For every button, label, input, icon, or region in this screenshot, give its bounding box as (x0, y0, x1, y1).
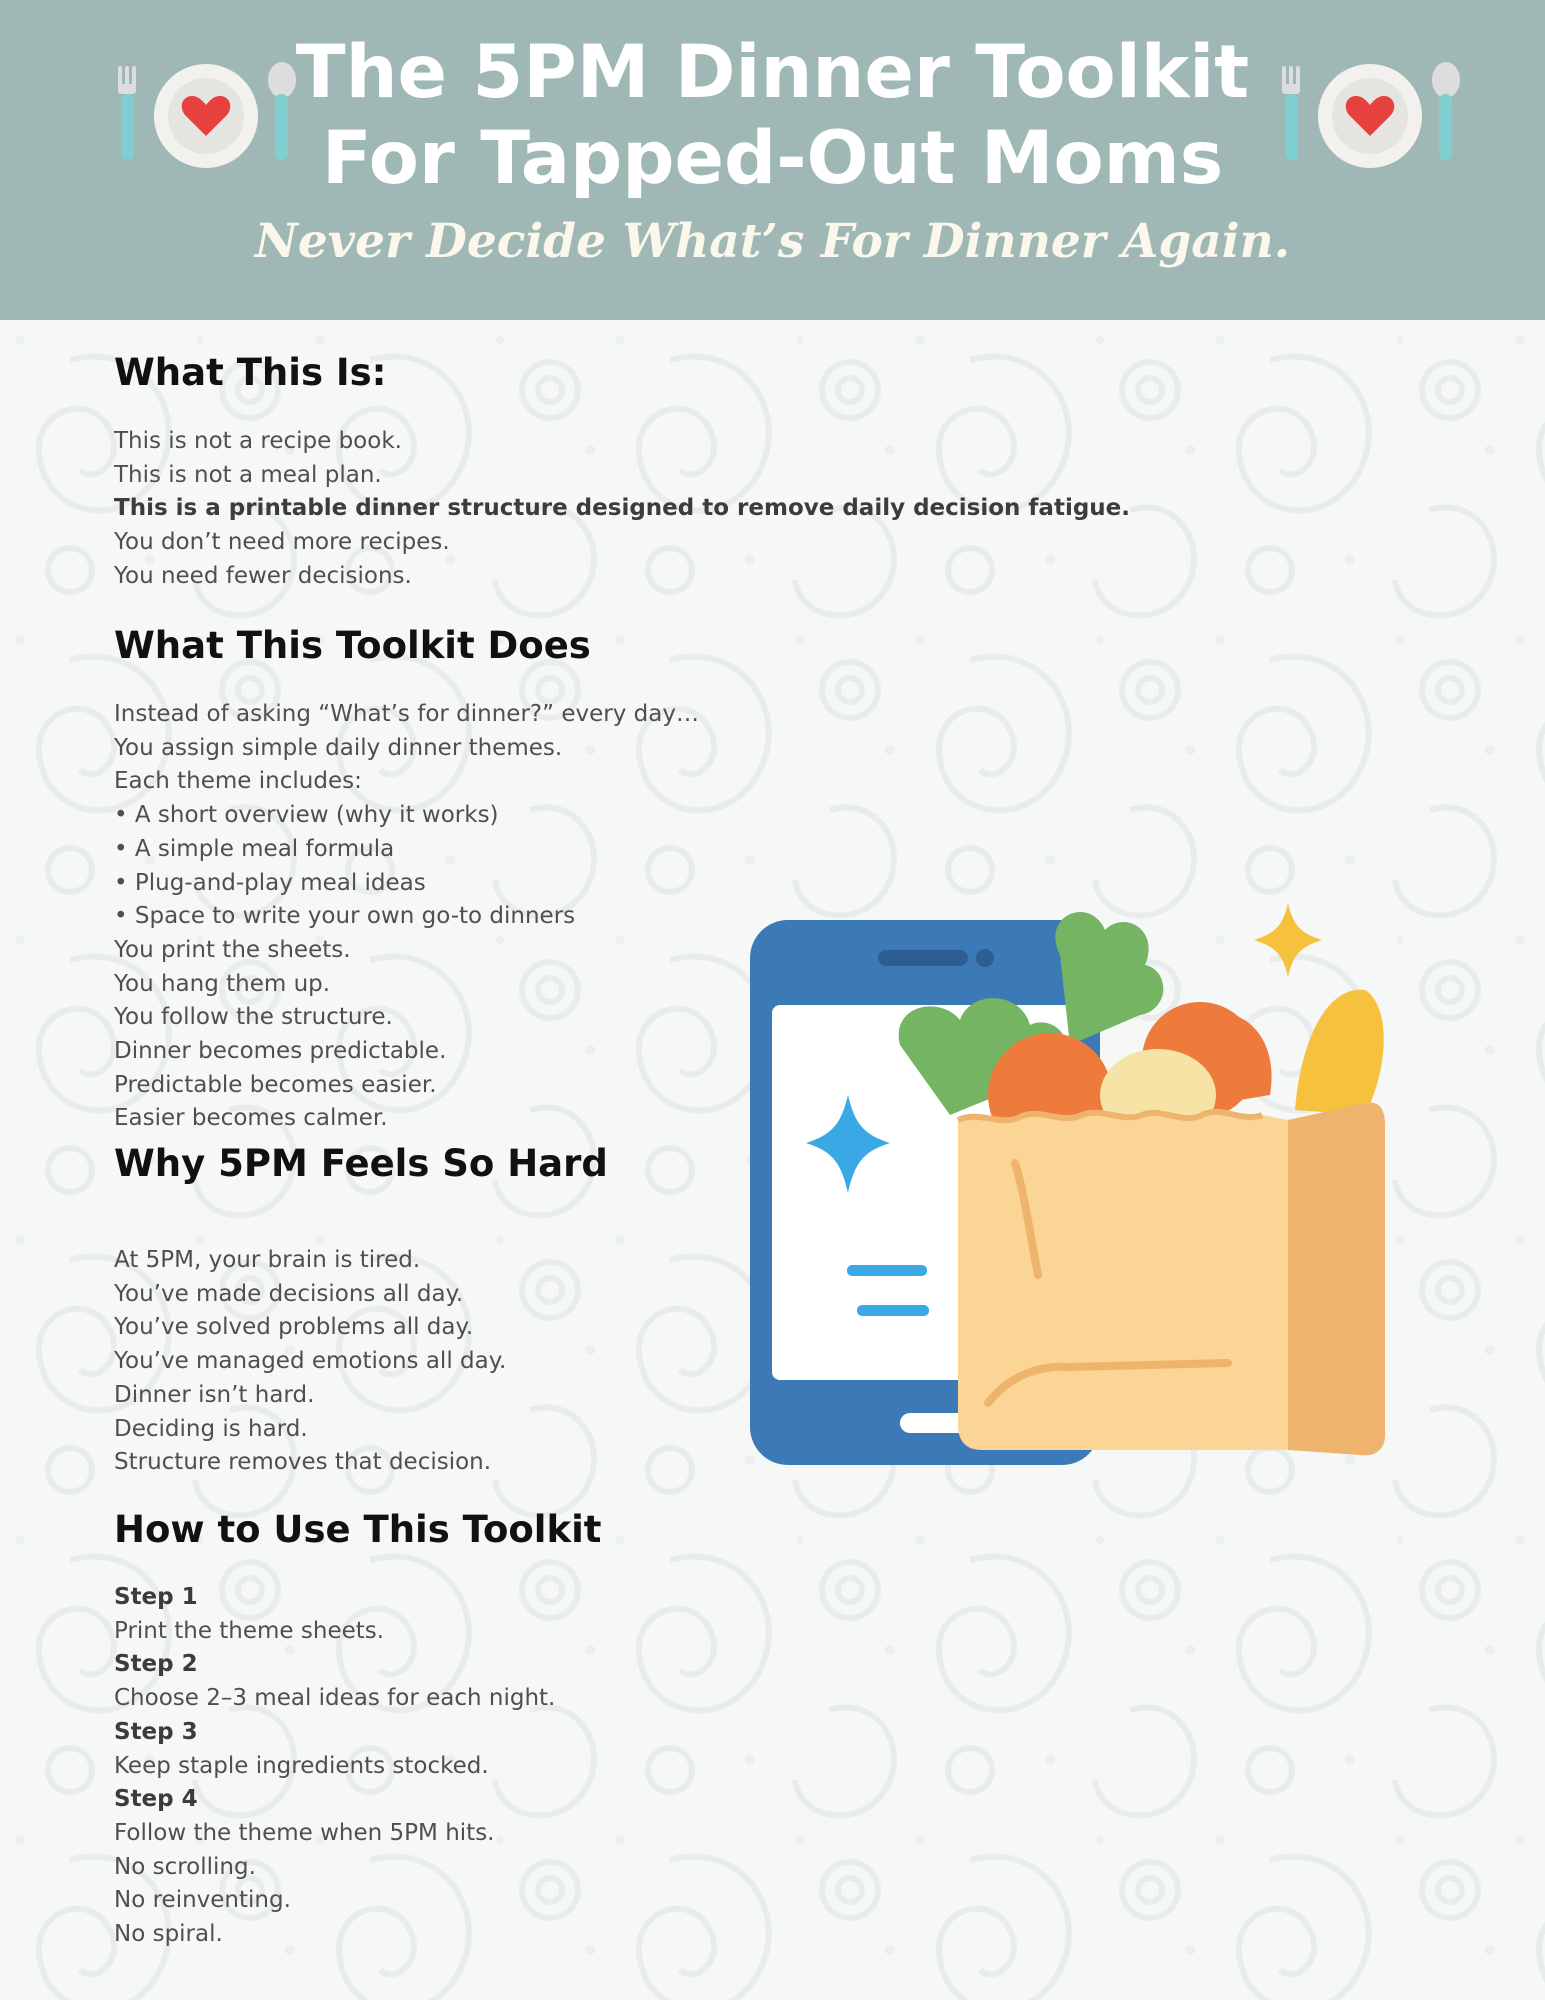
step-text: Choose 2–3 meal ideas for each night. (114, 1685, 556, 1712)
step-text: Print the theme sheets. (114, 1617, 385, 1644)
text-line: At 5PM, your brain is tired. (114, 1247, 421, 1273)
text-line: No reinventing. (114, 1887, 291, 1914)
step-label: Step 4 (114, 1786, 198, 1813)
bullet-line: • Plug-and-play meal ideas (114, 869, 426, 896)
heading-why-5pm: Why 5PM Feels So Hard (114, 1142, 608, 1185)
text-line: Each theme includes: (114, 768, 362, 795)
text-line: This is not a recipe book. (114, 428, 402, 454)
text-line: No spiral. (114, 1921, 223, 1948)
what-toolkit-does-lines (114, 698, 699, 1136)
bullet-line: • A short overview (why it works) (114, 802, 499, 829)
text-line: Instead of asking “What’s for dinner?” every day… (114, 701, 699, 727)
text-line: Structure removes that decision. (114, 1449, 492, 1476)
text-line: Easier becomes calmer. (114, 1105, 388, 1132)
text-line-emphasis: This is a printable dinner structure designed to remove daily decision fatigue. (114, 495, 1131, 522)
why-5pm-lines (114, 1244, 506, 1480)
text-line: You don’t need more recipes. (114, 529, 450, 556)
text-line: You’ve made decisions all day. (114, 1280, 464, 1307)
text-line: Deciding is hard. (114, 1415, 308, 1442)
page-title (250, 30, 1295, 202)
text-line: You assign simple daily dinner themes. (114, 734, 563, 761)
text-line: Dinner becomes predictable. (114, 1038, 447, 1065)
text-line: Dinner isn’t hard. (114, 1381, 315, 1408)
step-text: Keep staple ingredients stocked. (114, 1752, 489, 1779)
text-line: You follow the structure. (114, 1004, 393, 1031)
step-label: Step 3 (114, 1718, 198, 1745)
plate-heart-fork-spoon-icon (1276, 58, 1466, 168)
bullet-line: • A simple meal formula (114, 835, 395, 862)
heading-what-toolkit-does: What This Toolkit Does (114, 624, 591, 667)
step-text: Follow the theme when 5PM hits. (114, 1819, 495, 1846)
text-line: No scrolling. (114, 1853, 256, 1880)
how-to-use-lines (114, 1581, 555, 1952)
step-label: Step 2 (114, 1651, 198, 1678)
text-line: Predictable becomes easier. (114, 1071, 437, 1098)
title-line-1: The 5PM Dinner Toolkit (295, 30, 1250, 115)
text-line: You need fewer decisions. (114, 562, 412, 589)
text-line: You hang them up. (114, 970, 331, 997)
phone-grocery-bag-icon (740, 895, 1400, 1475)
header-banner (0, 0, 1545, 320)
what-this-is-lines (114, 425, 1130, 594)
text-line: This is not a meal plan. (114, 461, 382, 488)
heading-how-to-use: How to Use This Toolkit (114, 1508, 602, 1551)
title-line-2: For Tapped-Out Moms (321, 116, 1224, 201)
heading-what-this-is: What This Is: (114, 351, 387, 394)
bullet-line: • Space to write your own go-to dinners (114, 903, 576, 930)
step-label: Step 1 (114, 1584, 198, 1610)
text-line: You’ve solved problems all day. (114, 1314, 474, 1341)
page-subtitle: Never Decide What’s For Dinner Again. (254, 214, 1291, 269)
text-line: You print the sheets. (114, 936, 351, 963)
text-line: You’ve managed emotions all day. (114, 1348, 507, 1375)
